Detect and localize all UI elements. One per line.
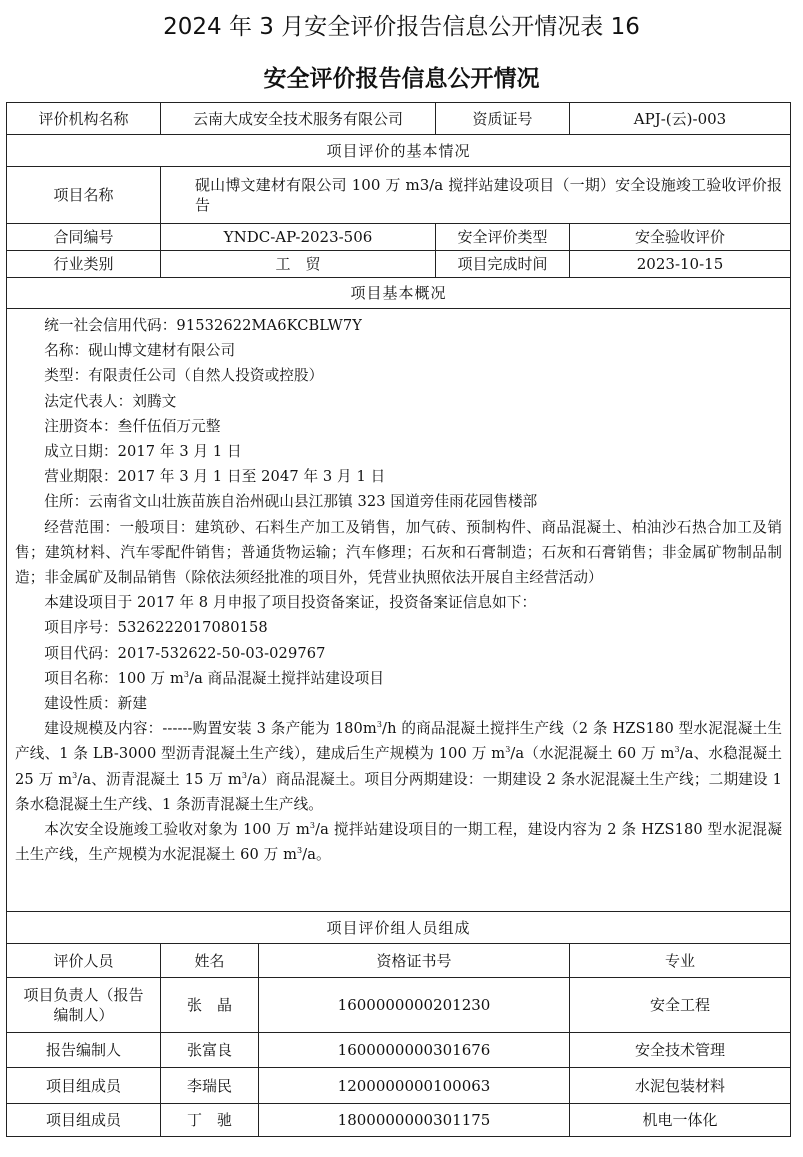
team-header-major: 专业	[570, 944, 791, 978]
company-type-line: 类型：有限责任公司（自然人投资或控股）	[44, 367, 324, 385]
contract-label: 合同编号	[7, 224, 161, 251]
team-member-name: 张 晶	[161, 978, 259, 1033]
acceptance-scope-paragraph: 本次安全设施竣工验收对象为 100 万 $m^3/a$ 搅拌站建设项目的一期工程，建设内容为 2 条 HZS180 型水泥混凝土生产线，生产规模为水泥混凝土 60 万 $m^3/a$。	[15, 821, 783, 864]
team-member-name: 丁 驰	[161, 1104, 259, 1137]
project-name-row	[7, 167, 791, 224]
org-label: 评价机构名称	[7, 103, 161, 135]
team-row	[7, 1068, 791, 1104]
team-cert-number: 1200000000100063	[259, 1068, 570, 1104]
org-row	[7, 103, 791, 135]
project-title-line: 项目名称：100 万 $m^3/a$ 商品混凝土搅拌站建设项目	[44, 669, 385, 687]
team-cert-number: 1600000000301676	[259, 1033, 570, 1068]
project-code-line: 项目代码：2017-532622-50-03-029767	[44, 644, 326, 662]
project-name-value: 砚山博文建材有限公司 100 万 m3/a 搅拌站建设项目（一期）安全设施竣工验收评价报告	[161, 167, 791, 224]
project-serial-line: 项目序号：5326222017080158	[44, 619, 268, 637]
complete-time-label: 项目完成时间	[436, 251, 570, 278]
team-major: 水泥包装材料	[570, 1068, 791, 1104]
document-subtitle: 安全评价报告信息公开情况	[263, 66, 540, 92]
contract-row	[7, 224, 791, 251]
industry-row	[7, 251, 791, 278]
cert-value: APJ-(云)-003	[570, 103, 791, 135]
basic-section-title: 项目评价的基本情况	[7, 135, 791, 167]
credit-code-line: 统一社会信用代码：91532622MA6KCBLW7Y	[44, 317, 363, 334]
business-scope-paragraph: 经营范围：一般项目：建筑砂、石料生产加工及销售，加气砖、预制构件、商品混凝土、柏油沙石热合加工及销售；建筑材料、汽车零配件销售；普通货物运输；汽车修理；石灰和石膏制造；石灰和石膏销售；非金属矿物制品制造；非金属矿及制品销售（除依法须经批准的项目外，凭营业执照依法开展自主经营活动）	[15, 518, 783, 587]
eval-type-label: 安全评价类型	[436, 224, 570, 251]
filing-intro-line: 本建设项目于 2017 年 8 月申报了项目投资备案证，投资备案证信息如下：	[44, 594, 537, 612]
project-name-label: 项目名称	[7, 167, 161, 224]
overview-body	[7, 309, 791, 912]
complete-time-value: 2023-10-15	[570, 251, 791, 278]
company-name-line: 名称：砚山博文建材有限公司	[44, 342, 236, 360]
business-term-line: 营业期限：2017 年 3 月 1 日至 2047 年 3 月 1 日	[44, 468, 386, 486]
team-member-name: 李瑞民	[161, 1068, 259, 1104]
team-section-title: 项目评价组人员组成	[7, 912, 791, 944]
capital-line: 注册资本：叁仟伍佰万元整	[44, 417, 221, 435]
team-role: 项目组成员	[7, 1104, 161, 1137]
construction-scale-paragraph: 建设规模及内容：------购置安装 3 条产能为 $180m^3/h$ 的商品混凝土搅拌生产线（2 条 HZS180 型水泥混凝土生产线、1 条 LB-3000 型沥青混凝土生产线），建成后生产规模为 100 万 $m^3/a$（水泥混凝土 60 万 $m^3/a$、水稳混凝土 25 万 $m^3/a$、沥青混凝土 15 万 $m^3/a$）商品混凝土。项目分两期建设：一期建设 2 条水泥混凝土生产线；二期建设 1 条水稳混凝土生产线、1 条沥青混凝土生产线。	[15, 720, 783, 813]
team-role: 报告编制人	[7, 1033, 161, 1068]
team-major: 机电一体化	[570, 1104, 791, 1137]
team-cert-number: 1800000000301175	[259, 1104, 570, 1137]
org-value: 云南大成安全技术服务有限公司	[161, 103, 436, 135]
founded-line: 成立日期：2017 年 3 月 1 日	[44, 443, 242, 461]
address-line: 住所：云南省文山壮族苗族自治州砚山县江那镇 323 国道旁佳雨花园售楼部	[44, 493, 538, 511]
document-title: 2024 年 3 月安全评价报告信息公开情况表 16	[163, 14, 640, 40]
team-member-name: 张富良	[161, 1033, 259, 1068]
team-header-row	[7, 944, 791, 978]
team-row	[7, 1033, 791, 1068]
team-major: 安全技术管理	[570, 1033, 791, 1068]
team-role: 项目负责人（报告编制人）	[7, 978, 161, 1033]
cert-label: 资质证号	[436, 103, 570, 135]
industry-label: 行业类别	[7, 251, 161, 278]
team-role: 项目组成员	[7, 1068, 161, 1104]
team-cert-number: 1600000000201230	[259, 978, 570, 1033]
legal-rep-line: 法定代表人：刘腾文	[44, 392, 177, 410]
team-row	[7, 978, 791, 1033]
eval-type-value: 安全验收评价	[570, 224, 791, 251]
industry-value: 工 贸	[161, 251, 436, 278]
team-header-role: 评价人员	[7, 944, 161, 978]
contract-value: YNDC-AP-2023-506	[161, 224, 436, 251]
overview-section-title: 项目基本概况	[7, 278, 791, 309]
team-header-cert: 资格证书号	[259, 944, 570, 978]
team-major: 安全工程	[570, 978, 791, 1033]
construction-nature-line: 建设性质：新建	[44, 695, 148, 713]
team-header-name: 姓名	[161, 944, 259, 978]
team-row	[7, 1104, 791, 1137]
disclosure-table	[6, 102, 791, 1137]
